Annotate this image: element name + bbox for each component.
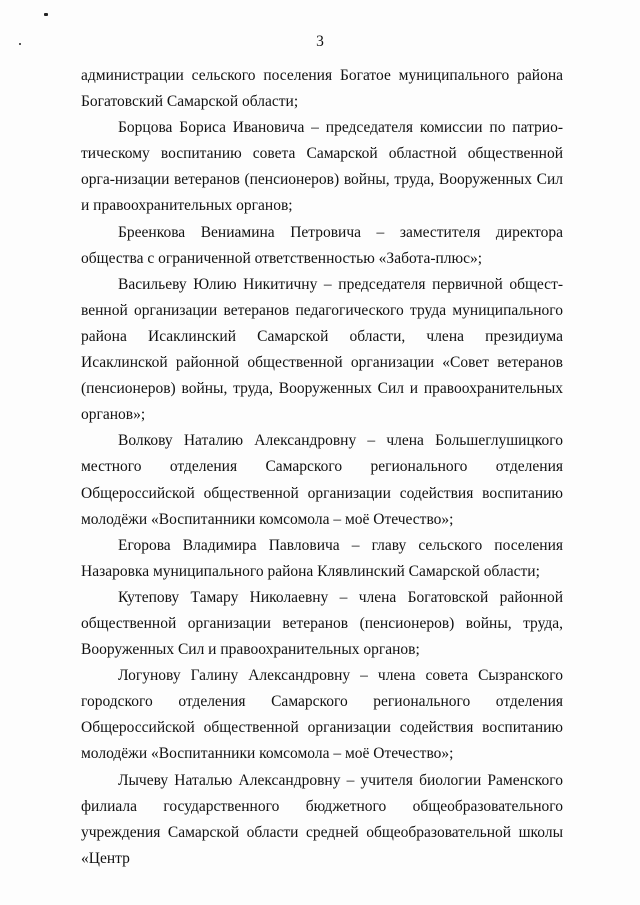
page-number: 3	[316, 33, 324, 50]
paragraph-egorov: Егорова Владимира Павловича – главу сельского поселения Назаровка муниципального района Клявлинский Самарской области;	[81, 536, 563, 580]
scan-speck	[44, 13, 48, 16]
paragraph-bortsov: Борцова Бориса Ивановича – председателя комиссии по патрио-тическому воспитанию совета Самарской областной общественной орга-низации ветеранов (пенсионеров) войны, труда, Вооруженных Сил и правоохранительных органов;	[81, 119, 563, 215]
paragraph-lycheva: Лычеву Наталью Александровну – учителя биологии Раменского филиала государственного бюджетного общеобразовательного учреждения Самарской области средней общеобразовательной школы «Центр	[81, 771, 563, 867]
paragraph-vasilyeva: Васильеву Юлию Никитичну – председателя первичной общест-венной организации ветеранов педагогического труда муниципального района Исаклинский Самарской области, члена президиума Исаклинской районной общественной организации «Совет ветеранов (пенсионеров) войны, труда, Вооруженных Сил и правоохранительных органов»;	[81, 275, 563, 424]
paragraph-breenkov: Бреенкова Вениамина Петровича – заместителя директора общества с ограниченной ответственностью «Забота-плюс»;	[81, 223, 563, 267]
paragraph-kutepova: Кутепову Тамару Николаевну – члена Богатовской районной общественной организации ветеранов (пенсионеров) войны, труда, Вооруженных Сил и правоохранительных органов;	[81, 588, 563, 659]
paragraph-volkova: Волкову Наталию Александровну – члена Большеглушицкого местного отделения Самарского регионального отделения Общероссийской общественной организации содействия воспитанию молодёжи «Воспитанники комсомола – моё Отечество»;	[81, 432, 563, 528]
document-body	[81, 63, 563, 872]
paragraph-logunova: Логунову Галину Александровну – члена совета Сызранского городского отделения Самарского регионального отделения Общероссийской общественной организации содействия воспитанию молодёжи «Воспитанники комсомола – моё Отечество»;	[81, 667, 563, 763]
paragraph-continuation: администрации сельского поселения Богатое муниципального района Богатовский Самарской области;	[81, 67, 563, 111]
